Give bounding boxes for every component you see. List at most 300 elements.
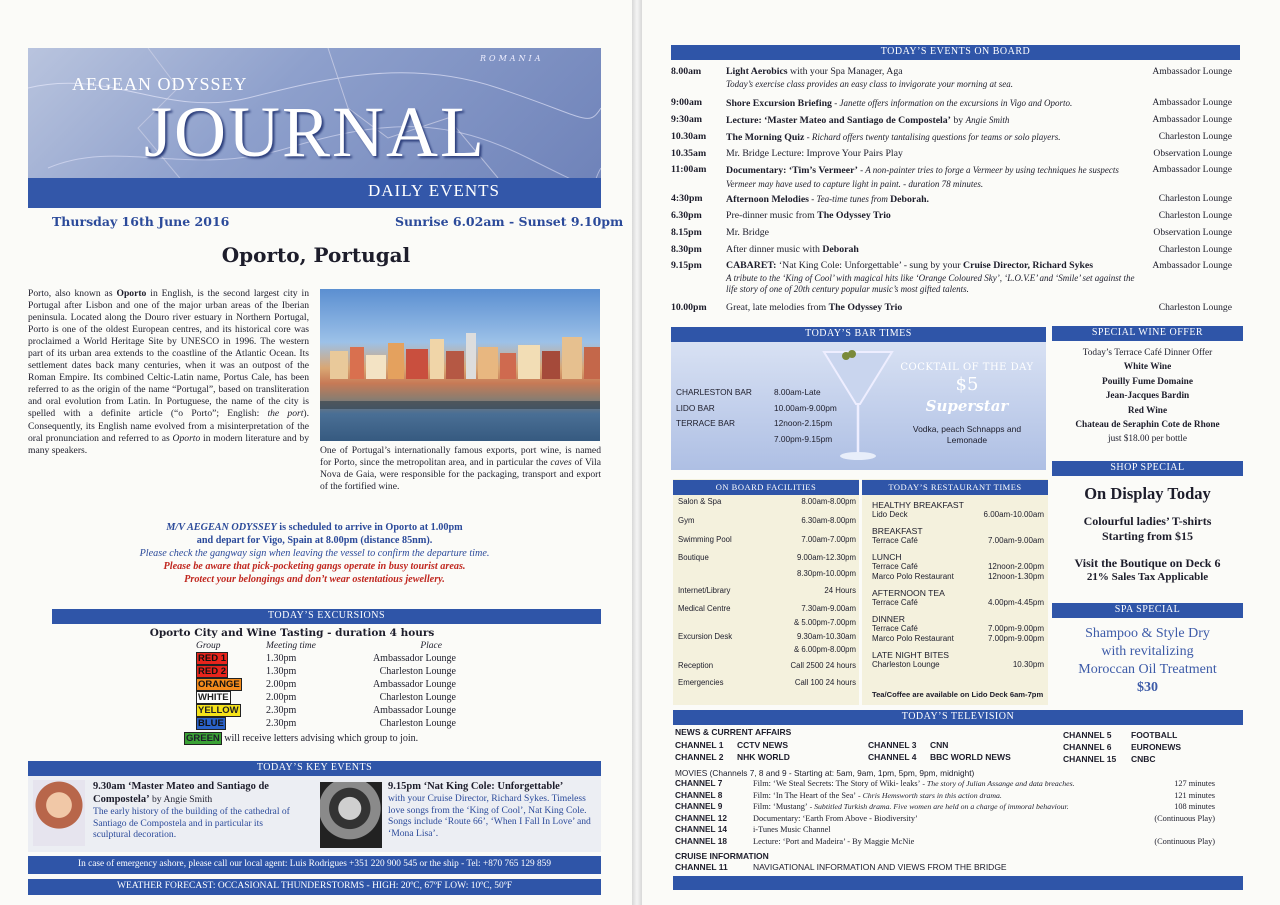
cocktail-price: $5 bbox=[955, 374, 979, 395]
movies-label: MOVIES (Channels 7, 8 and 9 - Starting at: 5am, 9am, 1pm, 5pm, 9pm, midnight) bbox=[675, 768, 975, 778]
bar-time: 8.00am-Late bbox=[774, 387, 821, 397]
meeting-time: 2.00pm bbox=[266, 692, 297, 703]
event-place: Charleston Lounge bbox=[1158, 131, 1232, 142]
meal-name: HEALTHY BREAKFAST bbox=[872, 500, 964, 510]
film-channel: CHANNEL 12 bbox=[675, 812, 727, 823]
event-time: 6.30pm bbox=[671, 210, 702, 221]
film-title: i-Tunes Music Channel bbox=[753, 825, 831, 835]
port-text-bold: Oporto bbox=[116, 288, 147, 299]
jewellery-warning: Protect your belongings and don’t wear ostentatious jewellery. bbox=[184, 574, 445, 585]
event-time: 10.00pm bbox=[671, 302, 707, 313]
venue: Lido Deck bbox=[872, 510, 908, 519]
group-tag: RED 1 bbox=[198, 653, 226, 664]
meal-line bbox=[872, 536, 1044, 546]
group-cell bbox=[196, 717, 266, 730]
channel-number: CHANNEL 5 bbox=[1063, 730, 1112, 740]
meeting-place: Charleston Lounge bbox=[379, 666, 456, 677]
facility-row bbox=[678, 661, 856, 670]
venue: Marco Polo Restaurant bbox=[872, 572, 954, 581]
film-runtime: 121 minutes bbox=[1174, 790, 1215, 800]
group-tag: RED 2 bbox=[198, 666, 226, 677]
event-time: 8.00am bbox=[671, 66, 702, 77]
green-note bbox=[184, 732, 418, 745]
facility-name: Internet/Library bbox=[678, 586, 731, 595]
photo-city bbox=[320, 289, 600, 441]
event-body bbox=[726, 302, 1138, 315]
masthead-band bbox=[28, 178, 601, 208]
speaker-photo bbox=[33, 780, 85, 846]
excursion-row bbox=[196, 704, 456, 717]
event-time: 9:00am bbox=[671, 97, 703, 108]
event-desc: - Richard offers twenty tantalising questions for teams or solo players. bbox=[804, 132, 1061, 142]
facility-time: & 6.00pm-8.00pm bbox=[794, 645, 856, 654]
facility-time: 9.30am-10.30am bbox=[797, 632, 856, 641]
facility-name: Salon & Spa bbox=[678, 497, 722, 506]
facility-name: Boutique bbox=[678, 553, 709, 562]
film-title: Film: ‘Mustang’ bbox=[753, 802, 808, 812]
meal-line bbox=[872, 572, 1044, 582]
meeting-time: 2.30pm bbox=[266, 718, 297, 729]
excursion-row bbox=[196, 665, 456, 678]
venue: Terrace Café bbox=[872, 598, 918, 607]
wine-red-label: Red Wine bbox=[1127, 405, 1168, 416]
gangway-note: Please check the gangway sign when leaving the vessel to confirm the departure time. bbox=[139, 548, 490, 559]
wine-header: SPECIAL WINE OFFER bbox=[1052, 326, 1243, 341]
group-tag-green: GREEN bbox=[186, 733, 220, 744]
facility-row bbox=[678, 516, 856, 525]
facility-row bbox=[678, 497, 856, 506]
spa-header: SPA SPECIAL bbox=[1052, 603, 1243, 618]
event-body bbox=[726, 193, 1138, 207]
event-desc: - A non-painter tries to forge a Vermeer by using techniques he suspects Vermeer may have used to capture light in paint. - duration 78 minutes. bbox=[726, 165, 1119, 189]
col-place: Place bbox=[420, 641, 442, 651]
channel-name: NHK WORLD bbox=[737, 752, 790, 762]
restaurant-block bbox=[872, 614, 1044, 644]
ship-name: M/V AEGEAN ODYSSEY bbox=[166, 522, 277, 533]
facility-row bbox=[678, 535, 856, 544]
film-row bbox=[675, 778, 1241, 790]
meal-name: AFTERNOON TEA bbox=[872, 588, 945, 598]
shop-title: On Display Today bbox=[1084, 484, 1211, 503]
channel-number: CHANNEL 15 bbox=[1063, 754, 1117, 764]
col-group: Group bbox=[196, 641, 221, 651]
facility-time: Call 2500 24 hours bbox=[790, 661, 856, 670]
channel-number: CHANNEL 3 bbox=[868, 740, 917, 750]
spa-line-2: with revitalizing bbox=[1101, 644, 1194, 659]
film-title: Film: ‘We Steal Secrets: The Story of Wiki- leaks’ bbox=[753, 779, 921, 788]
film-runtime: (Continuous Play) bbox=[1154, 813, 1215, 823]
cocktail-glass-icon bbox=[818, 346, 898, 464]
shop-line-1: Colourful ladies’ T-shirts bbox=[1083, 514, 1212, 528]
group-tag: ORANGE bbox=[198, 679, 240, 690]
meal-time: 10.30pm bbox=[1012, 660, 1044, 669]
event-place: Charleston Lounge bbox=[1158, 302, 1232, 313]
bar-time: 7.00pm-9.15pm bbox=[774, 433, 833, 444]
facility-name: Emergencies bbox=[678, 678, 724, 687]
green-note-text: will receive letters advising which group to join. bbox=[221, 733, 419, 744]
meal-name: LUNCH bbox=[872, 552, 902, 562]
meal-time: 6.00am-10.00am bbox=[983, 510, 1044, 519]
event-host: Deborah. bbox=[890, 194, 930, 205]
event-place: Observation Lounge bbox=[1153, 148, 1232, 159]
events-header: TODAY’S EVENTS ON BOARD bbox=[671, 45, 1240, 60]
film-title: Lecture: ‘Port and Madeira’ - By Maggie McNie bbox=[753, 836, 915, 846]
tv-channel bbox=[675, 752, 790, 762]
excursion-row bbox=[196, 717, 456, 730]
facility-row bbox=[678, 569, 856, 578]
film-list bbox=[675, 778, 1241, 848]
film-channel: CHANNEL 18 bbox=[675, 835, 727, 846]
footer-bar bbox=[673, 876, 1243, 890]
shop-line-4: 21% Sales Tax Applicable bbox=[1086, 571, 1209, 583]
wine-white-1: Pouilly Fume Domaine bbox=[1102, 376, 1193, 387]
cocktail-ingredients: Vodka, peach Schnapps and Lemonade bbox=[912, 424, 1022, 445]
facility-row bbox=[678, 553, 856, 562]
event-text: by bbox=[950, 115, 966, 126]
event-place: Charleston Lounge bbox=[1158, 210, 1232, 221]
facility-name: Gym bbox=[678, 516, 695, 525]
restaurant-rows bbox=[872, 500, 1044, 676]
event-time: 8.15pm bbox=[671, 227, 702, 238]
event-body bbox=[726, 244, 1138, 257]
event-title: Afternoon Melodies bbox=[726, 194, 809, 205]
event-host: The Odyssey Trio bbox=[817, 210, 891, 221]
meeting-place: Charleston Lounge bbox=[379, 692, 456, 703]
emergency-bar: In case of emergency ashore, please call our local agent: Luis Rodrigues +351 220 900 545 or the ship - Tel: +870 765 129 859 bbox=[28, 856, 601, 874]
restaurant-block bbox=[872, 552, 1044, 582]
meeting-place: Ambassador Lounge bbox=[372, 653, 456, 664]
key-event-1-desc: The early history of the building of the cathedral of Santiago de Compostela and in particular its sculptural decoration. bbox=[93, 806, 290, 840]
spa-line-3: Moroccan Oil Treatment bbox=[1078, 662, 1217, 677]
event-desc: A tribute to the ‘King of Cool’ with magical hits like ‘Orange Coloured Sky’, ‘L.O.V.E’ and ‘Smile’ set against the life story of one of 20th century popular music’s most gifted talents. bbox=[726, 272, 1135, 294]
film-desc: - Chris Hemsworth stars in this action drama. bbox=[856, 790, 1002, 800]
event-text: Mr. Bridge bbox=[726, 227, 769, 238]
channel-11-label: CHANNEL 11 bbox=[675, 862, 728, 872]
cruise-info-label: CRUISE INFORMATION bbox=[675, 851, 769, 861]
event-body bbox=[726, 66, 1138, 90]
arrival-notice bbox=[28, 521, 601, 586]
group-cell bbox=[196, 704, 266, 717]
event-text: Great, late melodies from bbox=[726, 302, 829, 313]
key-event-2-title: 9.15pm ‘Nat King Cole: Unforgettable’ bbox=[388, 781, 564, 792]
meeting-place: Ambassador Lounge bbox=[372, 679, 456, 690]
facility-time: 24 Hours bbox=[824, 586, 856, 595]
event-title: CABARET: bbox=[726, 260, 777, 271]
meeting-time: 1.30pm bbox=[266, 653, 297, 664]
journal-title: JOURNAL bbox=[144, 92, 487, 172]
film-channel: CHANNEL 14 bbox=[675, 824, 727, 835]
meal-line bbox=[872, 624, 1044, 634]
meal-line bbox=[872, 562, 1044, 572]
event-text: ‘Nat King Cole: Unforgettable’ - sung by your bbox=[776, 260, 964, 271]
excursion-row bbox=[196, 678, 456, 691]
masthead bbox=[28, 48, 601, 208]
channel-name: CNBC bbox=[1131, 754, 1156, 764]
meeting-time: 2.30pm bbox=[266, 705, 297, 716]
meal-time: 7.00am-9.00am bbox=[987, 536, 1044, 545]
caption-text: One of Portugal’s internationally famous exports, port wine, is named for Porto, since the metropolitan area, and in particular the bbox=[320, 445, 601, 469]
film-row bbox=[675, 824, 1241, 836]
tv-channel bbox=[868, 752, 1011, 762]
meal-time: 4.00pm-4.45pm bbox=[987, 598, 1044, 607]
meal-line bbox=[872, 598, 1044, 608]
shop-special bbox=[1052, 482, 1243, 584]
arrival-line: is scheduled to arrive in Oporto at 1.00pm bbox=[276, 522, 463, 533]
tv-channel bbox=[1063, 730, 1177, 740]
event-place: Ambassador Lounge bbox=[1152, 97, 1232, 108]
film-desc: - Subtitled Turkish drama. Five women are held on a charge of immoral behaviour. bbox=[807, 802, 1069, 812]
spa-special bbox=[1052, 625, 1243, 697]
event-host: Cruise Director, Richard Sykes bbox=[963, 260, 1094, 271]
event-place: Ambassador Lounge bbox=[1152, 114, 1232, 125]
facility-row bbox=[678, 678, 856, 687]
venue: Terrace Café bbox=[872, 536, 918, 545]
map-label: ROMANIA bbox=[480, 54, 544, 63]
bar-name: LIDO BAR bbox=[676, 402, 715, 413]
bar-time: 10.00am-9.00pm bbox=[774, 402, 837, 413]
event-time: 4:30pm bbox=[671, 193, 703, 204]
venue: Charleston Lounge bbox=[872, 660, 940, 669]
meal-name: LATE NIGHT BITES bbox=[872, 650, 950, 660]
wine-offer bbox=[1052, 346, 1243, 447]
sun-times: Sunrise 6.02am - Sunset 9.10pm bbox=[395, 214, 624, 229]
singer-photo bbox=[320, 782, 382, 848]
film-runtime: 108 minutes bbox=[1174, 802, 1215, 812]
event-text: with your Spa Manager, Aga bbox=[787, 66, 903, 77]
channel-name: FOOTBALL bbox=[1131, 730, 1178, 740]
event-place: Ambassador Lounge bbox=[1152, 164, 1232, 175]
facility-name: Medical Centre bbox=[678, 604, 731, 613]
event-host: Deborah bbox=[822, 244, 859, 255]
bar-time: 12noon-2.15pm bbox=[774, 418, 833, 428]
group-tag: BLUE bbox=[198, 718, 224, 729]
film-row bbox=[675, 836, 1241, 848]
facility-time: & 5.00pm-7.00pm bbox=[794, 618, 856, 627]
facility-time: 6.30am-8.00pm bbox=[801, 516, 856, 525]
event-place: Observation Lounge bbox=[1153, 227, 1232, 238]
cocktail-label: COCKTAIL OF THE DAY bbox=[900, 362, 1034, 373]
event-title: Documentary: ‘Tim’s Vermeer’ bbox=[726, 165, 858, 176]
channel-number: CHANNEL 4 bbox=[868, 752, 917, 762]
channel-name: EURONEWS bbox=[1131, 742, 1182, 752]
tv-news-channels bbox=[675, 724, 1235, 764]
wine-intro: Today’s Terrace Café Dinner Offer bbox=[1082, 348, 1213, 358]
daily-events-label: DAILY EVENTS bbox=[368, 181, 500, 200]
event-body bbox=[726, 227, 1138, 240]
event-title: The Morning Quiz bbox=[726, 132, 805, 143]
channel-number: CHANNEL 2 bbox=[675, 752, 724, 762]
film-row bbox=[675, 790, 1241, 802]
event-place: Ambassador Lounge bbox=[1152, 260, 1232, 271]
channel-name: BBC WORLD NEWS bbox=[930, 752, 1011, 762]
group-cell bbox=[196, 691, 266, 704]
port-title: Oporto, Portugal bbox=[221, 243, 411, 267]
film-channel: CHANNEL 9 bbox=[675, 801, 723, 812]
page-gutter bbox=[632, 0, 642, 905]
excursion-row bbox=[196, 691, 456, 704]
venue: Marco Polo Restaurant bbox=[872, 634, 954, 643]
facility-name: Reception bbox=[678, 661, 714, 670]
port-text-italic: Oporto bbox=[172, 432, 201, 444]
wine-price: just $18.00 per bottle bbox=[1107, 434, 1187, 445]
event-host: The Odyssey Trio bbox=[828, 302, 903, 313]
restaurant-block bbox=[872, 650, 1044, 670]
departure-line: and depart for Vigo, Spain at 8.00pm (distance 85nm). bbox=[196, 535, 433, 546]
port-text: in modern literature and by many speakers. bbox=[28, 432, 309, 456]
film-channel: CHANNEL 8 bbox=[675, 789, 723, 800]
event-body bbox=[726, 148, 1138, 161]
restaurant-block bbox=[872, 500, 1044, 520]
excursions-header: TODAY’S EXCURSIONS bbox=[52, 609, 601, 624]
key-event-1-title: 9.30am ‘Master Mateo and Santiago de Compostela’ bbox=[93, 781, 269, 805]
bar-times-header: TODAY’S BAR TIMES bbox=[671, 327, 1046, 342]
venue: Terrace Café bbox=[872, 562, 918, 571]
caption-text: of Vila Nova de Gaia, were responsible for the packaging, transport and export of the fortified wine. bbox=[320, 457, 601, 493]
venue: Terrace Café bbox=[872, 624, 918, 633]
event-place: Charleston Lounge bbox=[1158, 193, 1232, 204]
group-cell bbox=[196, 665, 266, 678]
facility-row bbox=[678, 618, 856, 627]
spa-line-1: Shampoo & Style Dry bbox=[1085, 626, 1210, 641]
bar-name: TERRACE BAR bbox=[676, 418, 736, 428]
group-tag: WHITE bbox=[198, 692, 229, 703]
event-text: Pre-dinner music from bbox=[726, 210, 818, 221]
key-event-1 bbox=[93, 780, 303, 841]
event-desc: - Janette offers information on the excursions in Vigo and Oporto. bbox=[831, 98, 1073, 108]
event-title: Lecture: ‘Master Mateo and Santiago de Compostela’ bbox=[726, 115, 951, 126]
event-desc: Today’s exercise class provides an easy class to invigorate your morning at sea. bbox=[726, 78, 1014, 89]
meeting-place: Charleston Lounge bbox=[379, 718, 456, 729]
event-text: After dinner music with bbox=[726, 244, 823, 255]
meeting-place: Ambassador Lounge bbox=[372, 705, 456, 716]
event-body bbox=[726, 131, 1138, 145]
key-event-2-desc: with your Cruise Director, Richard Sykes. Timeless love songs from the ‘King of Cool’, Nat King Cole. Songs include ‘Route 66’, ‘When I Fall In Love’ and ‘Mona Lisa’. bbox=[388, 793, 591, 839]
event-place: Ambassador Lounge bbox=[1152, 66, 1232, 77]
channel-11-text: NAVIGATIONAL INFORMATION AND VIEWS FROM THE BRIDGE bbox=[753, 862, 1007, 872]
excursion-title: Oporto City and Wine Tasting - duration 4 hours bbox=[149, 627, 435, 639]
weather-bar: WEATHER FORECAST: OCCASIONAL THUNDERSTORMS - HIGH: 20ºC, 67ºF LOW: 10ºC, 50ºF bbox=[28, 879, 601, 895]
meeting-time: 1.30pm bbox=[266, 666, 297, 677]
bar-name bbox=[676, 432, 774, 448]
meal-time: 7.00pm-9.00pm bbox=[987, 634, 1044, 643]
wine-white-label: White Wine bbox=[1123, 362, 1172, 373]
facility-row bbox=[678, 586, 856, 595]
tea-coffee-note: Tea/Coffee are available on Lido Deck 6am-7pm bbox=[872, 690, 1044, 699]
group-tag: YELLOW bbox=[198, 705, 239, 716]
event-time: 9:30am bbox=[671, 114, 703, 125]
facility-row bbox=[678, 645, 856, 654]
film-title: Film: ‘In The Heart of the Sea’ bbox=[753, 790, 857, 800]
photo-caption bbox=[320, 445, 601, 493]
tv-channel bbox=[675, 740, 788, 750]
pickpocket-warning: Please be aware that pick-pocketing gangs operate in busy tourist areas. bbox=[163, 561, 466, 572]
film-runtime: 127 minutes bbox=[1174, 779, 1215, 788]
restaurant-header: TODAY’S RESTAURANT TIMES bbox=[862, 480, 1048, 495]
excursion-table bbox=[196, 640, 456, 730]
film-row bbox=[675, 813, 1241, 825]
meal-time: 12noon-1.30pm bbox=[987, 572, 1044, 581]
port-description bbox=[28, 288, 309, 457]
facility-time: 7.30am-9.00am bbox=[801, 604, 856, 613]
film-runtime: (Continuous Play) bbox=[1154, 836, 1215, 846]
port-text: Porto, also known as bbox=[28, 288, 117, 299]
shop-line-3: Visit the Boutique on Deck 6 bbox=[1074, 556, 1221, 570]
excursion-row bbox=[196, 652, 456, 665]
shop-header: SHOP SPECIAL bbox=[1052, 461, 1243, 476]
event-time: 11:00am bbox=[671, 164, 707, 175]
event-body bbox=[726, 164, 1138, 191]
port-text-italic: the port bbox=[267, 408, 304, 420]
channel-number: CHANNEL 1 bbox=[675, 740, 724, 750]
restaurant-block bbox=[872, 588, 1044, 608]
event-body bbox=[726, 260, 1138, 295]
excursion-rows bbox=[196, 652, 456, 730]
meal-name: DINNER bbox=[872, 614, 905, 624]
spa-price: $30 bbox=[1137, 680, 1158, 695]
tv-news-label: NEWS & CURRENT AFFAIRS bbox=[675, 727, 792, 737]
facility-time: 9.00am-12.30pm bbox=[797, 553, 856, 562]
brand-name: AEGEAN ODYSSEY bbox=[72, 74, 248, 94]
film-row bbox=[675, 801, 1241, 813]
facility-name: Excursion Desk bbox=[678, 632, 733, 641]
shop-line-2: Starting from $15 bbox=[1101, 529, 1194, 543]
bar-name: CHARLESTON BAR bbox=[676, 387, 752, 397]
event-time: 10.35am bbox=[671, 148, 707, 159]
event-place: Charleston Lounge bbox=[1158, 244, 1232, 255]
event-time: 9.15pm bbox=[671, 260, 702, 271]
channel-name: CCTV NEWS bbox=[737, 740, 788, 750]
facilities-header: ON BOARD FACILITIES bbox=[673, 480, 859, 495]
restaurant-block bbox=[872, 526, 1044, 546]
channel-name: CNN bbox=[930, 740, 949, 750]
meal-time: 12noon-2.00pm bbox=[987, 562, 1044, 571]
film-desc: - The story of Julian Assange and data breaches. bbox=[920, 779, 1075, 788]
event-time: 10.30am bbox=[671, 131, 707, 142]
event-title: Shore Excursion Briefing bbox=[726, 98, 832, 109]
facility-time: Call 100 24 hours bbox=[794, 678, 856, 687]
group-cell bbox=[196, 678, 266, 691]
event-time: 8.30pm bbox=[671, 244, 702, 255]
event-text: Mr. Bridge Lecture: Improve Your Pairs Play bbox=[726, 148, 903, 159]
col-time: Meeting time bbox=[266, 641, 316, 651]
meeting-time: 2.00pm bbox=[266, 679, 297, 690]
event-body bbox=[726, 97, 1138, 111]
event-desc: - Tea-time tunes from bbox=[809, 194, 891, 204]
meal-time: 7.00pm-9.00pm bbox=[987, 624, 1044, 633]
event-title: Light Aerobics bbox=[726, 66, 788, 77]
group-cell bbox=[196, 652, 266, 665]
date: Thursday 16th June 2016 bbox=[52, 214, 230, 229]
port-text: in English, is the second largest city in Portugal after Lisbon and one of the major urban areas of the Iberian peninsula. Located along the Douro river estuary in Northern Portugal, Porto is one of the oldest European centres, and its historical core was proclaimed a World Heritage Site by UNESCO in 1996. The western part of its urban area extends to the coastline of the Atlantic Ocean. Its settlement dates back many centuries, when it was an outpost of the Roman Empire. Its combined Celtic-Latin name, Portus Cale, has been referred to as the origin of the name “Portugal”, based on transliteration and oral evolution from Latin. In Portuguese, the name of the city is spelled with a definite article (“o Porto”; English: bbox=[28, 288, 309, 420]
porto-photo bbox=[320, 289, 600, 441]
facility-row bbox=[678, 604, 856, 613]
facility-time: 7.00am-7.00pm bbox=[801, 535, 856, 544]
facility-time: 8.30pm-10.00pm bbox=[797, 569, 856, 578]
meal-line bbox=[872, 634, 1044, 644]
facility-row bbox=[678, 632, 856, 641]
port-text: ). Consequently, its English name evolved from a misinterpretation of the oral pronunciation and referred to as bbox=[28, 408, 309, 444]
tv-channel bbox=[1063, 754, 1156, 764]
event-desc: Angie Smith bbox=[965, 115, 1010, 125]
tv-channel bbox=[868, 740, 948, 750]
key-events-header: TODAY’S KEY EVENTS bbox=[28, 761, 601, 776]
meal-line bbox=[872, 510, 1044, 520]
channel-number: CHANNEL 6 bbox=[1063, 742, 1112, 752]
tv-channel bbox=[1063, 742, 1181, 752]
channel-11 bbox=[675, 862, 1007, 872]
wine-white-2: Jean-Jacques Bardin bbox=[1105, 391, 1190, 402]
caption-text-italic: caves bbox=[550, 457, 572, 469]
